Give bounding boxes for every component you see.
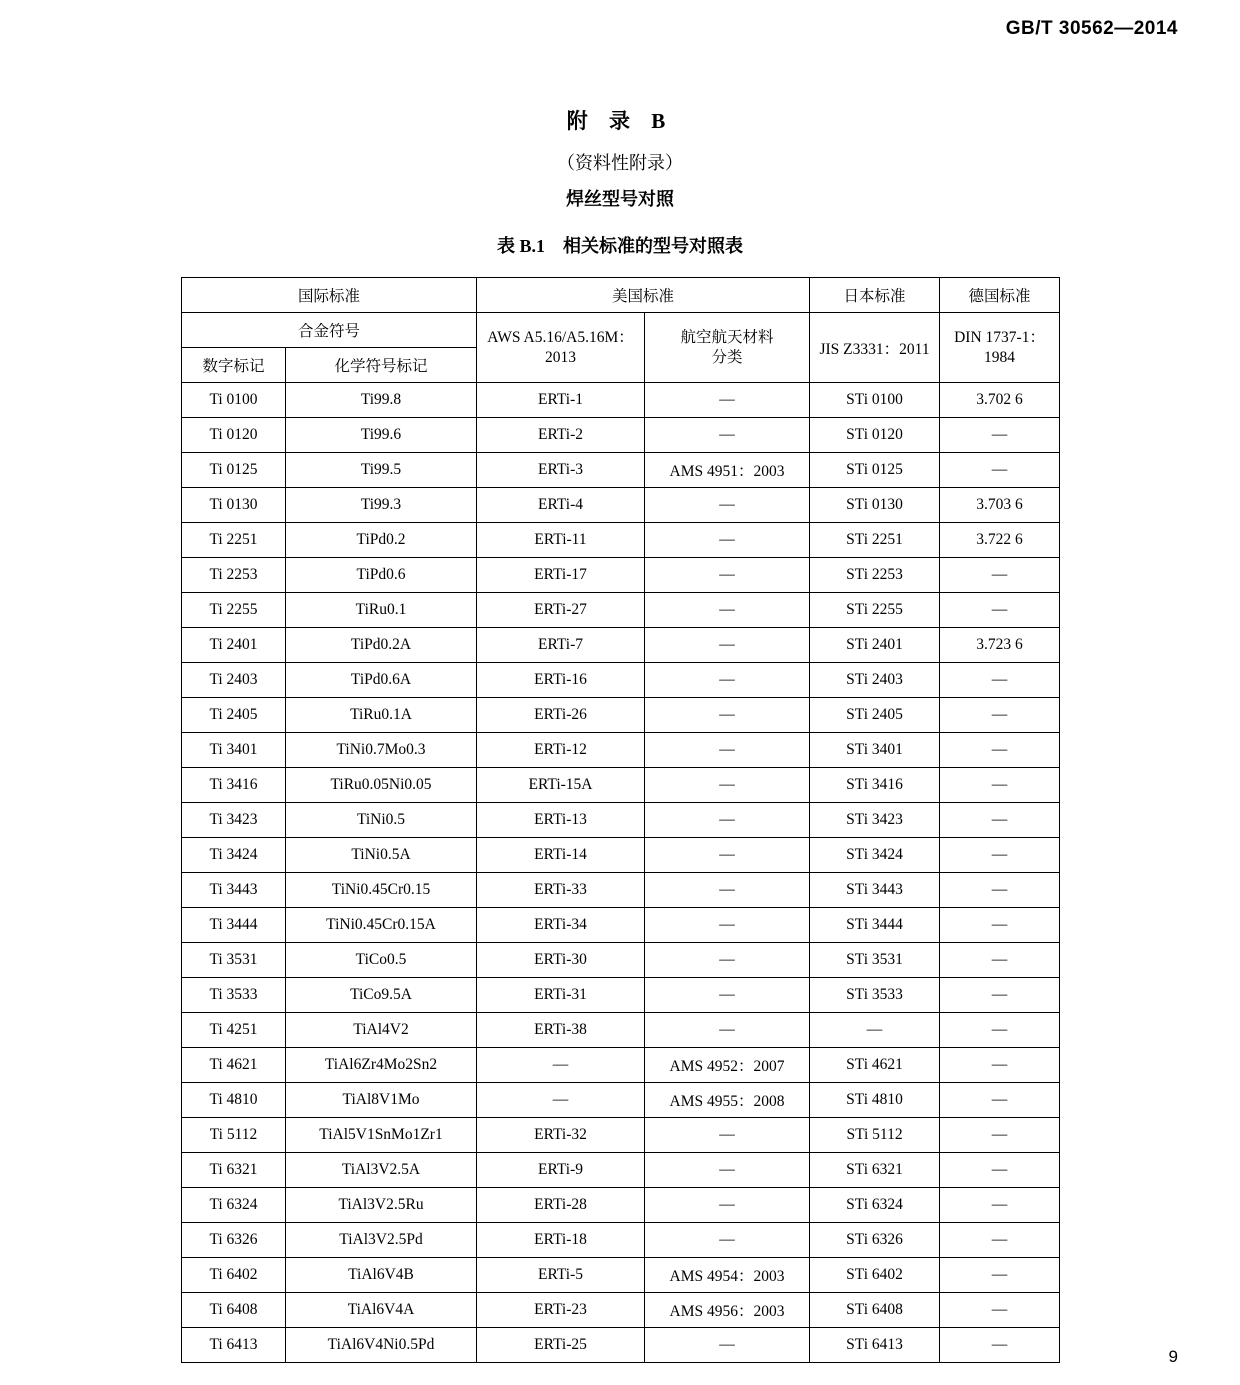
cell-numeric: Ti 6413 <box>182 1328 286 1363</box>
table-row <box>182 768 1060 803</box>
cell-din: — <box>940 1188 1060 1223</box>
cell-jis: STi 0120 <box>810 418 940 453</box>
cell-jis: STi 3443 <box>810 873 940 908</box>
cell-chemical: TiCo9.5A <box>286 978 477 1013</box>
cell-numeric: Ti 4621 <box>182 1048 286 1083</box>
cell-chemical: TiPd0.2 <box>286 523 477 558</box>
page-number: 9 <box>1168 1347 1178 1366</box>
cell-chemical: TiCo0.5 <box>286 943 477 978</box>
cell-jis: STi 3401 <box>810 733 940 768</box>
cell-numeric: Ti 3423 <box>182 803 286 838</box>
cell-din: — <box>940 663 1060 698</box>
cell-aerospace: — <box>645 418 810 453</box>
cell-aerospace: — <box>645 558 810 593</box>
cell-chemical: TiAl3V2.5A <box>286 1153 477 1188</box>
cell-chemical: TiRu0.05Ni0.05 <box>286 768 477 803</box>
cell-chemical: TiNi0.45Cr0.15A <box>286 908 477 943</box>
cell-chemical: TiNi0.7Mo0.3 <box>286 733 477 768</box>
cell-chemical: TiRu0.1 <box>286 593 477 628</box>
cell-numeric: Ti 0120 <box>182 418 286 453</box>
table-row <box>182 558 1060 593</box>
header-aerospace <box>645 313 810 383</box>
header-din-line1: DIN 1737-1： <box>954 329 1045 347</box>
cell-aws: ERTi-2 <box>477 418 645 453</box>
comparison-table <box>181 277 1060 1363</box>
cell-din: — <box>940 943 1060 978</box>
cell-numeric: Ti 3416 <box>182 768 286 803</box>
cell-aws: ERTi-13 <box>477 803 645 838</box>
cell-aerospace: — <box>645 1223 810 1258</box>
table-header-row-sub <box>182 313 1060 348</box>
header-aerospace-line1: 航空航天材料 <box>680 329 774 347</box>
table-row <box>182 733 1060 768</box>
cell-numeric: Ti 0130 <box>182 488 286 523</box>
cell-din: — <box>940 768 1060 803</box>
cell-aerospace: AMS 4951：2003 <box>645 453 810 488</box>
cell-chemical: TiAl6V4Ni0.5Pd <box>286 1328 477 1363</box>
cell-aws: ERTi-12 <box>477 733 645 768</box>
table-row <box>182 873 1060 908</box>
cell-numeric: Ti 6402 <box>182 1258 286 1293</box>
cell-numeric: Ti 6321 <box>182 1153 286 1188</box>
cell-aws: ERTi-18 <box>477 1223 645 1258</box>
cell-din: 3.702 6 <box>940 383 1060 418</box>
cell-aws: — <box>477 1048 645 1083</box>
table-row <box>182 593 1060 628</box>
cell-din: 3.722 6 <box>940 523 1060 558</box>
table-header-row-group <box>182 278 1060 313</box>
table-row <box>182 1188 1060 1223</box>
cell-aws: ERTi-34 <box>477 908 645 943</box>
header-numeric-mark: 数字标记 <box>182 348 286 383</box>
cell-aws: ERTi-23 <box>477 1293 645 1328</box>
table-row <box>182 698 1060 733</box>
cell-chemical: TiAl8V1Mo <box>286 1083 477 1118</box>
cell-jis: STi 3444 <box>810 908 940 943</box>
cell-aws: ERTi-3 <box>477 453 645 488</box>
header-aws <box>477 313 645 383</box>
table-row <box>182 1223 1060 1258</box>
cell-din: — <box>940 1223 1060 1258</box>
cell-numeric: Ti 5112 <box>182 1118 286 1153</box>
table-row <box>182 803 1060 838</box>
cell-jis: STi 0100 <box>810 383 940 418</box>
cell-din: — <box>940 1328 1060 1363</box>
cell-jis: STi 2405 <box>810 698 940 733</box>
cell-numeric: Ti 2401 <box>182 628 286 663</box>
cell-chemical: Ti99.6 <box>286 418 477 453</box>
cell-jis: STi 5112 <box>810 1118 940 1153</box>
header-din <box>940 313 1060 383</box>
cell-din: — <box>940 593 1060 628</box>
cell-aerospace: — <box>645 1013 810 1048</box>
table-row <box>182 1083 1060 1118</box>
cell-aws: ERTi-25 <box>477 1328 645 1363</box>
cell-aws: ERTi-17 <box>477 558 645 593</box>
cell-jis: STi 0130 <box>810 488 940 523</box>
cell-aerospace: — <box>645 768 810 803</box>
cell-jis: STi 4621 <box>810 1048 940 1083</box>
cell-jis: STi 4810 <box>810 1083 940 1118</box>
cell-aws: ERTi-27 <box>477 593 645 628</box>
table-row <box>182 908 1060 943</box>
cell-aws: ERTi-9 <box>477 1153 645 1188</box>
cell-jis: STi 3531 <box>810 943 940 978</box>
cell-aerospace: — <box>645 978 810 1013</box>
header-chemical-mark: 化学符号标记 <box>286 348 477 383</box>
table-caption-number: 表 B.1 <box>496 236 545 256</box>
cell-jis: STi 2251 <box>810 523 940 558</box>
cell-din: — <box>940 558 1060 593</box>
cell-aerospace: AMS 4954：2003 <box>645 1258 810 1293</box>
cell-numeric: Ti 3443 <box>182 873 286 908</box>
cell-numeric: Ti 6408 <box>182 1293 286 1328</box>
cell-chemical: TiPd0.2A <box>286 628 477 663</box>
cell-chemical: TiAl6Zr4Mo2Sn2 <box>286 1048 477 1083</box>
cell-din: — <box>940 803 1060 838</box>
cell-chemical: TiPd0.6 <box>286 558 477 593</box>
cell-jis: STi 3416 <box>810 768 940 803</box>
cell-aerospace: — <box>645 698 810 733</box>
cell-jis: STi 6402 <box>810 1258 940 1293</box>
cell-aws: ERTi-32 <box>477 1118 645 1153</box>
cell-numeric: Ti 4251 <box>182 1013 286 1048</box>
header-aws-line1: AWS A5.16/A5.16M： <box>487 329 634 347</box>
cell-chemical: TiAl3V2.5Pd <box>286 1223 477 1258</box>
cell-aerospace: — <box>645 628 810 663</box>
header-jis: JIS Z3331：2011 <box>810 313 940 383</box>
cell-aws: ERTi-14 <box>477 838 645 873</box>
cell-numeric: Ti 0125 <box>182 453 286 488</box>
header-aws-line2: 2013 <box>545 348 577 366</box>
cell-chemical: TiAl6V4A <box>286 1293 477 1328</box>
table-row <box>182 1118 1060 1153</box>
cell-aerospace: AMS 4952：2007 <box>645 1048 810 1083</box>
header-din-line2: 1984 <box>984 348 1016 366</box>
cell-jis: STi 3533 <box>810 978 940 1013</box>
cell-aerospace: — <box>645 523 810 558</box>
cell-aws: ERTi-33 <box>477 873 645 908</box>
cell-aerospace: — <box>645 838 810 873</box>
cell-din: — <box>940 418 1060 453</box>
table-row <box>182 943 1060 978</box>
header-international: 国际标准 <box>182 278 477 313</box>
cell-jis: STi 6324 <box>810 1188 940 1223</box>
cell-aws: ERTi-16 <box>477 663 645 698</box>
table-row <box>182 1293 1060 1328</box>
cell-din: — <box>940 1048 1060 1083</box>
cell-aws: ERTi-30 <box>477 943 645 978</box>
cell-aws: ERTi-4 <box>477 488 645 523</box>
cell-aerospace: — <box>645 383 810 418</box>
header-aerospace-line2: 分类 <box>711 348 743 366</box>
cell-din: — <box>940 838 1060 873</box>
cell-chemical: TiNi0.5A <box>286 838 477 873</box>
annex-name: 焊丝型号对照 <box>566 189 674 209</box>
cell-aws: ERTi-11 <box>477 523 645 558</box>
table-row <box>182 488 1060 523</box>
cell-chemical: Ti99.8 <box>286 383 477 418</box>
table-row <box>182 663 1060 698</box>
cell-jis: STi 2255 <box>810 593 940 628</box>
cell-din: — <box>940 1013 1060 1048</box>
cell-numeric: Ti 3444 <box>182 908 286 943</box>
cell-chemical: Ti99.3 <box>286 488 477 523</box>
table-row <box>182 838 1060 873</box>
cell-numeric: Ti 6326 <box>182 1223 286 1258</box>
cell-jis: STi 3424 <box>810 838 940 873</box>
cell-chemical: TiAl5V1SnMo1Zr1 <box>286 1118 477 1153</box>
cell-din: — <box>940 1293 1060 1328</box>
cell-chemical: TiPd0.6A <box>286 663 477 698</box>
cell-aws: ERTi-5 <box>477 1258 645 1293</box>
table-row <box>182 978 1060 1013</box>
cell-chemical: TiNi0.45Cr0.15 <box>286 873 477 908</box>
table-row <box>182 523 1060 558</box>
cell-aws: ERTi-31 <box>477 978 645 1013</box>
cell-din: — <box>940 1083 1060 1118</box>
cell-jis: STi 0125 <box>810 453 940 488</box>
cell-aerospace: — <box>645 593 810 628</box>
cell-aws: ERTi-15A <box>477 768 645 803</box>
table-caption-text: 相关标准的型号对照表 <box>563 236 743 256</box>
cell-aerospace: — <box>645 908 810 943</box>
cell-jis: STi 2253 <box>810 558 940 593</box>
cell-aerospace: — <box>645 1328 810 1363</box>
cell-numeric: Ti 3533 <box>182 978 286 1013</box>
cell-aws: ERTi-7 <box>477 628 645 663</box>
cell-din: — <box>940 978 1060 1013</box>
table-row <box>182 1328 1060 1363</box>
cell-din: — <box>940 1118 1060 1153</box>
cell-numeric: Ti 4810 <box>182 1083 286 1118</box>
cell-din: — <box>940 908 1060 943</box>
cell-jis: STi 2401 <box>810 628 940 663</box>
header-japan: 日本标准 <box>810 278 940 313</box>
cell-aerospace: — <box>645 873 810 908</box>
cell-din: — <box>940 733 1060 768</box>
table-row <box>182 1153 1060 1188</box>
cell-din: 3.723 6 <box>940 628 1060 663</box>
cell-chemical: TiAl4V2 <box>286 1013 477 1048</box>
header-usa: 美国标准 <box>477 278 810 313</box>
header-germany: 德国标准 <box>940 278 1060 313</box>
cell-chemical: TiNi0.5 <box>286 803 477 838</box>
cell-numeric: Ti 2253 <box>182 558 286 593</box>
cell-jis: STi 3423 <box>810 803 940 838</box>
cell-numeric: Ti 2255 <box>182 593 286 628</box>
cell-numeric: Ti 3531 <box>182 943 286 978</box>
cell-numeric: Ti 6324 <box>182 1188 286 1223</box>
table-row <box>182 1258 1060 1293</box>
cell-aerospace: — <box>645 733 810 768</box>
table-row <box>182 628 1060 663</box>
cell-jis: STi 6413 <box>810 1328 940 1363</box>
cell-chemical: Ti99.5 <box>286 453 477 488</box>
cell-din: — <box>940 453 1060 488</box>
cell-numeric: Ti 3401 <box>182 733 286 768</box>
table-row <box>182 418 1060 453</box>
cell-chemical: TiAl3V2.5Ru <box>286 1188 477 1223</box>
annex-subtitle: （资料性附录） <box>557 153 683 173</box>
cell-aerospace: AMS 4955：2008 <box>645 1083 810 1118</box>
cell-aws: ERTi-26 <box>477 698 645 733</box>
cell-aerospace: — <box>645 803 810 838</box>
cell-chemical: TiRu0.1A <box>286 698 477 733</box>
cell-aws: ERTi-1 <box>477 383 645 418</box>
cell-din: 3.703 6 <box>940 488 1060 523</box>
cell-aerospace: — <box>645 663 810 698</box>
cell-numeric: Ti 0100 <box>182 383 286 418</box>
cell-numeric: Ti 2405 <box>182 698 286 733</box>
table-row <box>182 453 1060 488</box>
cell-jis: — <box>810 1013 940 1048</box>
cell-chemical: TiAl6V4B <box>286 1258 477 1293</box>
cell-aerospace: — <box>645 1118 810 1153</box>
cell-aerospace: — <box>645 943 810 978</box>
cell-din: — <box>940 1258 1060 1293</box>
cell-numeric: Ti 2251 <box>182 523 286 558</box>
table-caption <box>0 232 1240 258</box>
cell-numeric: Ti 2403 <box>182 663 286 698</box>
cell-din: — <box>940 1153 1060 1188</box>
cell-aws: ERTi-28 <box>477 1188 645 1223</box>
header-alloy-symbol: 合金符号 <box>182 313 477 348</box>
annex-title-block <box>0 105 1240 211</box>
cell-aws: ERTi-38 <box>477 1013 645 1048</box>
table-row <box>182 1013 1060 1048</box>
cell-din: — <box>940 873 1060 908</box>
cell-jis: STi 6326 <box>810 1223 940 1258</box>
cell-numeric: Ti 3424 <box>182 838 286 873</box>
cell-jis: STi 2403 <box>810 663 940 698</box>
table-row <box>182 1048 1060 1083</box>
table-body <box>182 383 1060 1363</box>
cell-aerospace: — <box>645 488 810 523</box>
annex-title: 附 录 B <box>566 109 674 133</box>
cell-aerospace: AMS 4956：2003 <box>645 1293 810 1328</box>
cell-aerospace: — <box>645 1153 810 1188</box>
cell-jis: STi 6408 <box>810 1293 940 1328</box>
cell-din: — <box>940 698 1060 733</box>
cell-aerospace: — <box>645 1188 810 1223</box>
cell-aws: — <box>477 1083 645 1118</box>
table-row <box>182 383 1060 418</box>
page-header-standard-code: GB/T 30562—2014 <box>1005 18 1178 39</box>
cell-jis: STi 6321 <box>810 1153 940 1188</box>
